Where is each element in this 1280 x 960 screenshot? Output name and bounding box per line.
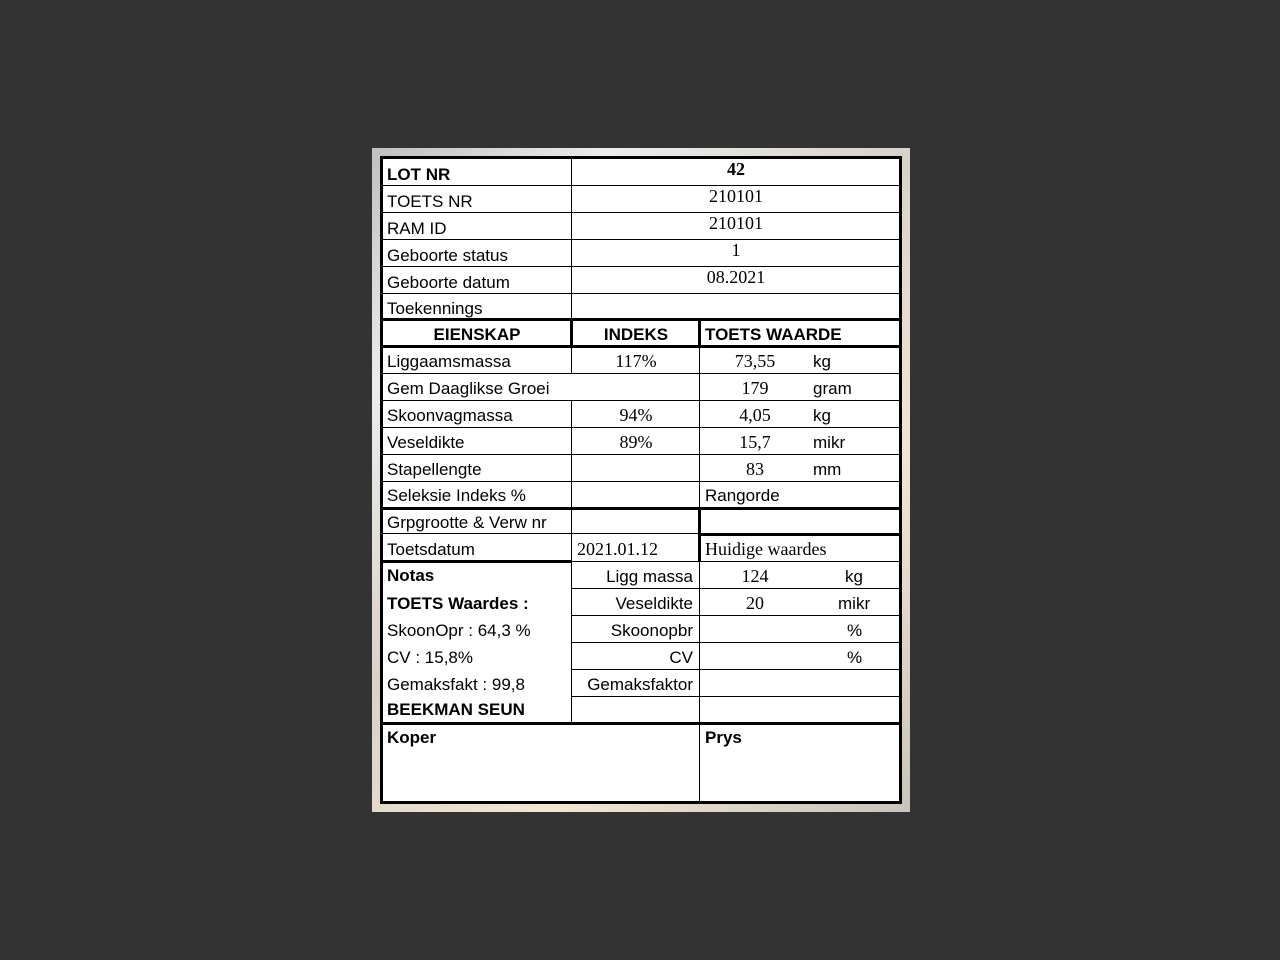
col-header-eienskap: EIENSKAP xyxy=(433,325,521,344)
trait-unit: mm xyxy=(813,460,842,479)
geboorte-datum-value: 08.2021 xyxy=(706,267,766,287)
trait-index: 94% xyxy=(619,405,653,425)
trait-value: 4,05 xyxy=(739,405,771,425)
current-label xyxy=(573,701,693,723)
grpgrootte-label: Grpgrootte & Verw nr xyxy=(387,513,547,532)
notes-line: Notas xyxy=(387,566,435,585)
col-header-toets-waarde: TOETS WAARDE xyxy=(705,325,842,344)
current-value xyxy=(719,647,791,669)
trait-name: Veseldikte xyxy=(387,433,465,452)
current-value xyxy=(719,674,791,696)
trait-index: 89% xyxy=(619,432,653,452)
current-value xyxy=(719,700,791,722)
trait-value: 83 xyxy=(746,459,764,479)
geboorte-status-value: 1 xyxy=(731,240,741,260)
toekennings-label: Toekennings xyxy=(387,299,483,318)
trait-unit: gram xyxy=(813,379,852,398)
current-label: Gemaksfaktor xyxy=(587,675,693,694)
seleksie-indeks-value xyxy=(573,485,699,507)
current-value: 20 xyxy=(746,593,764,613)
trait-name: Liggaamsmassa xyxy=(387,352,511,371)
notes-line: TOETS Waardes : xyxy=(387,594,529,613)
trait-value: 15,7 xyxy=(739,432,771,452)
toetsdatum-label: Toetsdatum xyxy=(387,540,475,559)
ram-id-label: RAM ID xyxy=(387,219,447,238)
current-value: 124 xyxy=(741,566,769,586)
current-label: Skoonopbr xyxy=(610,621,693,640)
trait-index xyxy=(573,459,699,481)
toets-nr-label: TOETS NR xyxy=(387,192,473,211)
current-label: Ligg massa xyxy=(606,567,693,586)
lot-nr-value: 42 xyxy=(727,159,745,179)
trait-unit: kg xyxy=(813,352,831,371)
toekennings-value xyxy=(573,297,899,319)
toets-nr-value: 210101 xyxy=(709,186,763,206)
current-unit xyxy=(847,675,897,697)
current-label: Veseldikte xyxy=(615,594,693,613)
koper-label: Koper xyxy=(387,728,437,747)
rangorde-label: Rangorde xyxy=(705,486,780,505)
seleksie-indeks-label: Seleksie Indeks % xyxy=(387,486,526,505)
notes-line: SkoonOpr : 64,3 % xyxy=(387,621,531,640)
current-unit: % xyxy=(847,648,863,667)
current-value xyxy=(719,620,791,642)
trait-name: Skoonvagmassa xyxy=(387,406,513,425)
ram-id-value: 210101 xyxy=(709,213,763,233)
lot-nr-label: LOT NR xyxy=(387,165,451,184)
notes-line: Gemaksfakt : 99,8 xyxy=(387,675,525,694)
trait-unit: mikr xyxy=(813,433,846,452)
trait-value: 179 xyxy=(741,378,769,398)
geboorte-datum-label: Geboorte datum xyxy=(387,273,510,292)
prys-label: Prys xyxy=(705,728,742,747)
trait-name: Stapellengte xyxy=(387,460,482,479)
current-unit: kg xyxy=(845,567,863,586)
notes-line: BEEKMAN SEUN xyxy=(387,700,525,719)
trait-unit: kg xyxy=(813,406,831,425)
grpgrootte-value xyxy=(701,512,897,534)
current-unit: % xyxy=(847,621,863,640)
trait-value: 73,55 xyxy=(734,351,776,371)
col-header-indeks: INDEKS xyxy=(603,325,669,344)
trait-name: Gem Daaglikse Groei xyxy=(387,379,550,398)
notes-line: CV : 15,8% xyxy=(387,648,473,667)
grpgrootte-index xyxy=(573,512,699,534)
current-unit xyxy=(847,701,897,723)
current-unit: mikr xyxy=(838,594,871,613)
current-label: CV xyxy=(669,648,693,667)
lot-card xyxy=(380,156,902,804)
trait-index: 117% xyxy=(615,351,657,371)
toetsdatum-value: 2021.01.12 xyxy=(577,539,658,559)
huidige-waardes-label: Huidige waardes xyxy=(705,539,827,559)
geboorte-status-label: Geboorte status xyxy=(387,246,508,265)
